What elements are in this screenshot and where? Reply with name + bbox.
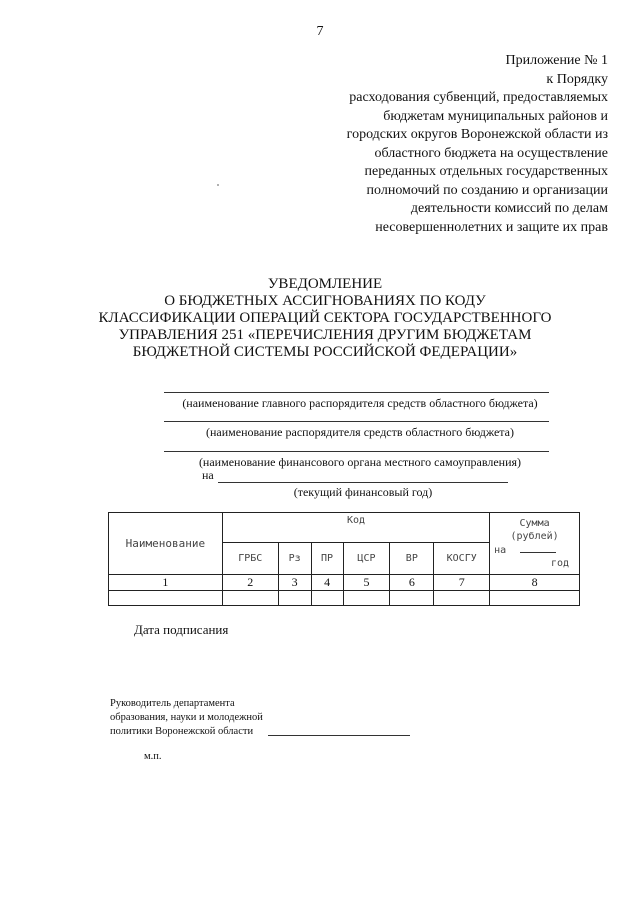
code-col-rz: Рз [278,543,311,575]
signatory-line: политики Воронежской области [110,726,254,737]
signatory-line: Руководитель департамента [110,698,235,709]
appendix-line: расходования субвенций, предоставляемых [349,90,608,105]
number-cell: 4 [311,575,343,591]
appendix-line: бюджетам муниципальных районов и [383,108,608,124]
main-manager-line [164,392,549,393]
signatory-block [110,697,263,739]
appendix-line: к Порядку [546,71,608,87]
table-number-row [109,575,580,591]
year-prefix: на [202,468,214,482]
sum-period [490,543,579,557]
finance-body-line [164,451,549,452]
manager-caption: (наименование распорядителя средств областного бюджета) [205,425,515,439]
table-row [109,591,580,606]
appendix-line: переданных отдельных государственных [364,164,608,179]
appendix-header [347,52,608,237]
year-caption: (текущий финансовый год) [293,485,433,499]
number-cell: 3 [278,575,311,591]
title-line: О БЮДЖЕТНЫХ АССИГНОВАНИЯХ ПО КОДУ [164,293,486,309]
number-cell: 5 [343,575,390,591]
finance-body-caption: (наименование финансового органа местного самоуправления) [198,455,522,469]
empty-cell [390,591,434,606]
stamp-place: м.п. [144,751,162,762]
number-cell: 6 [390,575,434,591]
title-line: УПРАВЛЕНИЯ 251 «ПЕРЕЧИСЛЕНИЯ ДРУГИМ БЮДЖЕТАМ [118,327,532,343]
page-number: 7 [316,24,324,39]
budget-table [108,512,580,606]
header-code-cell: Код [222,513,489,543]
scan-speck [217,184,219,186]
empty-cell [109,591,223,606]
header-sum-cell [490,513,580,575]
empty-cell [434,591,490,606]
sum-prefix: на [494,545,507,556]
title-line: КЛАССИФИКАЦИИ ОПЕРАЦИЙ СЕКТОРА ГОСУДАРСТВЕННОГО [98,310,552,326]
code-col-csr: ЦСР [343,543,390,575]
appendix-line: городских округов Воронежской области из [346,127,608,142]
empty-cell [278,591,311,606]
code-col-kosgu: КОСГУ [434,543,490,575]
appendix-line: несовершеннолетних и защите их прав [375,219,608,235]
number-cell: 8 [490,575,580,591]
empty-cell [490,591,580,606]
sum-year: год [550,558,569,569]
empty-cell [311,591,343,606]
notice-title [60,276,590,361]
title-line: УВЕДОМЛЕНИЕ [267,276,383,292]
number-cell: 1 [109,575,223,591]
code-col-pr: ПР [311,543,343,575]
sum-title: Сумма [519,518,550,529]
main-manager-caption: (наименование главного распорядителя средств областного бюджета) [182,396,538,410]
appendix-line: деятельности комиссий по делам [410,201,608,216]
appendix-line: областного бюджета на осуществление [374,145,608,161]
appendix-line: полномочий по созданию и организации [366,182,608,198]
signature-line [268,735,410,736]
manager-line [164,421,549,422]
number-cell: 2 [222,575,278,591]
empty-cell [222,591,278,606]
empty-cell [343,591,390,606]
year-line [218,482,508,483]
number-cell: 7 [434,575,490,591]
header-name-cell: Наименование [109,513,223,575]
signatory-line: образования, науки и молодежной [110,712,263,723]
signing-date-label: Дата подписания [134,622,229,637]
sum-blank [520,543,556,553]
title-line: БЮДЖЕТНОЙ СИСТЕМЫ РОССИЙСКОЙ ФЕДЕРАЦИИ» [132,344,518,360]
appendix-line: Приложение № 1 [505,53,608,68]
code-col-grbs: ГРБС [222,543,278,575]
code-col-vr: ВР [390,543,434,575]
sum-unit: (рублей) [510,531,559,542]
table-header-row [109,513,580,543]
